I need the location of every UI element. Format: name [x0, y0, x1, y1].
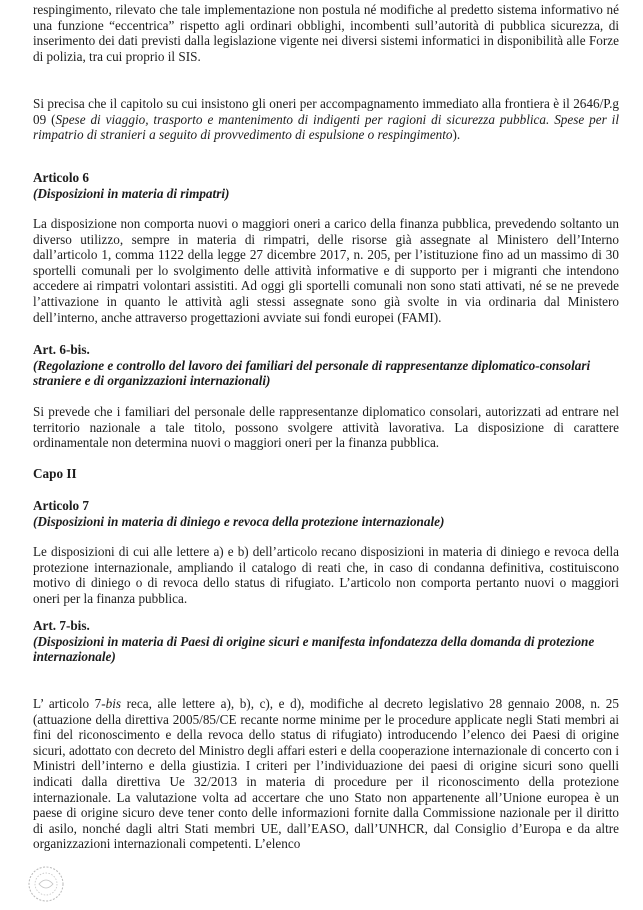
paragraph-chapter-costs — [33, 96, 619, 143]
article-6-heading — [33, 170, 619, 201]
article-7bis-body-italic: bis — [105, 696, 122, 711]
article-7-title: Articolo 7 — [33, 498, 90, 513]
paragraph-chapter-costs-start: Si precisa che il capitolo su cui insistono gli oneri per accompagnamento immediato alla frontiera è il 2646/P.g 09 ( — [33, 96, 619, 127]
article-7bis-title: Art. 7-bis. — [33, 618, 90, 633]
article-7-heading — [33, 498, 619, 529]
article-7bis-heading — [33, 618, 619, 665]
paragraph-sis: respingimento, rilevato che tale implementazione non postula né modifiche al predetto sistema informativo né una funzione “eccentrica” rispetto agli ordinari obblighi, incombenti sull’autorità di pubblica sicurezza, di inserimento dei dati previsti dalla legislazione vigente nei diversi sistemi informatici in disponibilità alle Forze di polizia, tra cui proprio il SIS. — [33, 2, 619, 64]
article-7bis-body-rest: reca, alle lettere a), b), c), e d), modifiche al decreto legislativo 28 gennaio 2008, n. 25 (attuazione della direttiva 2005/85/CE recante norme minime per le procedure applicate negli Stati membri ai fini del riconoscimento e della revoca dello status di rifugiato) introducendo l’elenco dei Paesi di origine sicuri, adottato con decreto del Ministro degli affari esteri e della cooperazione internazionale di concerto con i Ministri dell’interno e della giustizia. I criteri per l’individuazione dei paesi di origine sicuri sono quelli indicati dalla direttiva Ue 32/2013 in materia di procedure per il riconoscimento della protezione internazionale. La valutazione volta ad accertare che uno Stato non appartenente all’Unione europea è un paese di origine sicuro deve tener conto delle informazioni fornite dalla Commissione nazionale per il diritto di asilo, nonché dagli altri Stati membri UE, dall’EASO, dall’UNHCR, dal Consiglio d’Europa e da altre organizzazioni internazionali competenti. L’elenco — [33, 696, 619, 852]
article-6-body: La disposizione non comporta nuovi o maggiori oneri a carico della finanza pubblica, prevedendo soltanto un diverso utilizzo, sempre in materia di rimpatri, delle risorse già assegnate al Ministero dell’Interno dall’articolo 1, comma 1122 della legge 27 dicembre 2017, n. 205, per l’istituzione fino ad un massimo di 30 sportelli comunali per lo svolgimento delle attività informative e di supporto per i migranti che intendono accedere ai rimpatri volontari assistiti. Ad oggi gli sportelli comunali non sono stati attivati, né se ne prevede l’attivazione in quanto le attività agli stessi assegnate sono già svolte in via ordinaria dal Ministero dell’interno, anche attraverso progettazioni avviate sui fondi europei (FAMI). — [33, 216, 619, 325]
article-6bis-title: Art. 6-bis. — [33, 342, 90, 357]
article-6bis-body: Si prevede che i familiari del personale delle rappresentanze diplomatico consolari, autorizzati ad entrare nel territorio nazionale a tale titolo, possono svolgere attività lavorativa. La disposizione di carattere ordinamentale non determina nuovi o maggiori oneri per la finanza pubblica. — [33, 404, 619, 451]
article-7bis-body-start: L’ articolo 7- — [33, 696, 106, 711]
stamp-seal-icon — [26, 864, 66, 904]
paragraph-chapter-costs-italic: Spese di viaggio, trasporto e mantenimento di indigenti per ragioni di sicurezza pubblica. Spese per il rimpatrio di stranieri a seguito di provvedimento di espulsione o respingimento — [33, 111, 619, 143]
article-6bis-heading — [33, 342, 619, 389]
paragraph-chapter-costs-end: ). — [452, 127, 461, 143]
article-7bis-subtitle: (Disposizioni in materia di Paesi di origine sicuri e manifesta infondatezza della domanda di protezione internazionale) — [33, 633, 595, 665]
article-7bis-body — [33, 696, 619, 852]
capo-title: Capo II — [33, 466, 77, 481]
article-6-subtitle: (Disposizioni in materia di rimpatri) — [33, 185, 230, 201]
article-6bis-subtitle: (Regolazione e controllo del lavoro dei familiari del personale di rappresentanze diplomatico-consolari straniere e di organizzazioni internazionali) — [33, 357, 591, 389]
article-7-body: Le disposizioni di cui alle lettere a) e b) dell’articolo recano disposizioni in materia di diniego e revoca della protezione internazionale, ampliando il catalogo di reati che, in caso di condanna definitiva, costituiscono motivo di diniego o di revoca dello status di rifugiato. L’articolo non comporta pertanto nuovi o maggiori oneri per la finanza pubblica. — [33, 544, 619, 606]
article-7-subtitle: (Disposizioni in materia di diniego e revoca della protezione internazionale) — [33, 513, 445, 529]
article-6-title: Articolo 6 — [33, 170, 90, 185]
